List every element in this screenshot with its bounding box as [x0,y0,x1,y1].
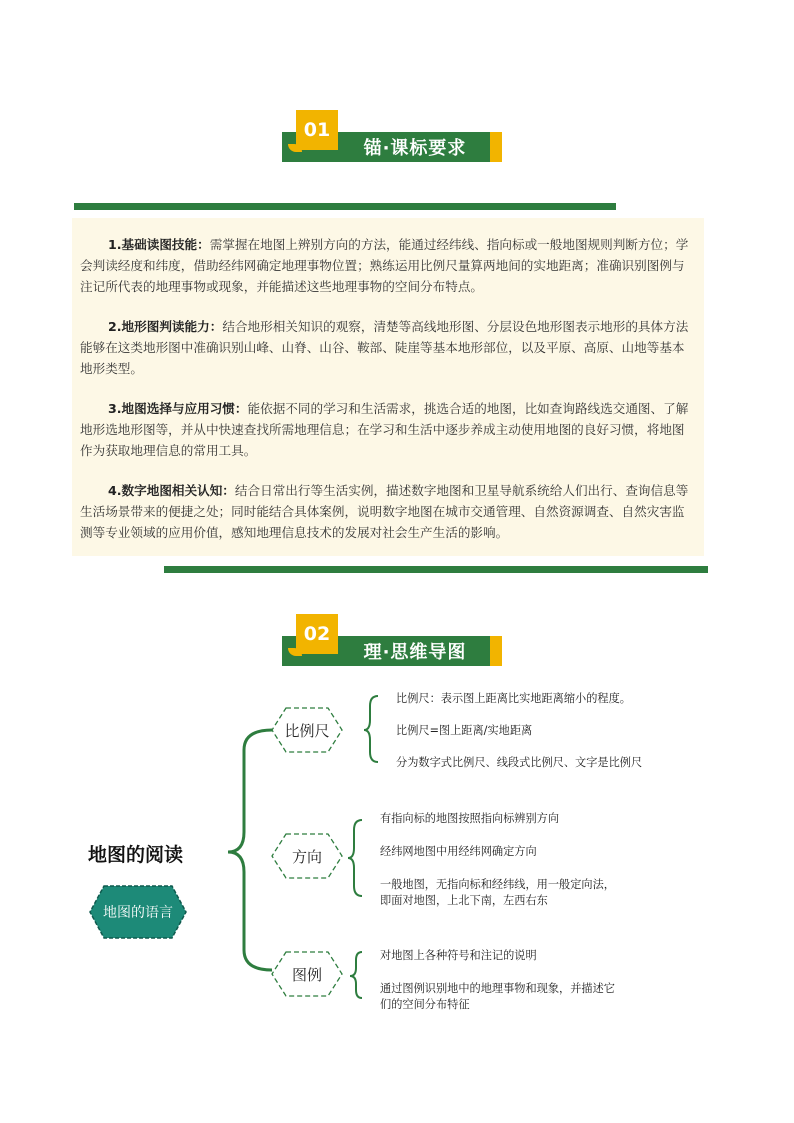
section-number: 01 [296,110,338,150]
section-number: 02 [296,614,338,654]
mindmap-sub-root [90,886,186,938]
scale-item-3: 分为数字式比例尺、线段式比例尺、文字是比例尺 [396,756,643,769]
requirement-heading: 4.数字地图相关认知： [108,483,235,498]
legend-item-2: 通过图例识别地中的地理事物和现象，并描述它 [380,982,615,995]
section-title: 理·思维导图 [363,642,467,663]
mindmap-root: 地图的阅读 [88,844,184,866]
direction-item-1: 有指向标的地图按照指向标辨别方向 [380,812,560,825]
scale-item-2: 比例尺=图上距离/实地距离 [396,724,533,737]
main-brace [228,730,272,970]
direction-item-2: 经纬网地图中用经纬网确定方向 [380,845,537,858]
section-title: 锚·课标要求 [363,138,467,159]
legend-item-3: 们的空间分布特征 [380,998,470,1011]
direction-item-3: 一般地图，无指向标和经纬线，用一般定向法， [380,878,615,891]
sub-root-label: 地图的语言 [103,905,173,921]
requirement-body: 结合地形相关知识的观察，清楚等高线地形图、分层设色地形图表示地形的具体方法 能够在这类地形图中准确识别山峰、山脊、山谷、鞍部、陡崖等基本地形部位，以及平原、高原、山地等基本地形类型。 [80,319,689,376]
branch-scale: 比例尺 [284,721,330,740]
branch-direction: 方向 [291,847,322,866]
requirement-body: 结合日常出行等生活实例，描述数字地图和卫星导航系统给人们出行、查询信息等生活场景带来的便捷之处；同时能结合具体案例，说明数字地图在城市交通管理、自然资源调查、自然灾害监测等专业领域的应用价值，感知地理信息技术的发展对社会生产生活的影响。 [80,483,689,540]
brace-direction [348,820,362,896]
scale-item-1: 比例尺：表示图上距离比实地距离缩小的程度。 [396,692,631,705]
branch-legend: 图例 [291,965,322,984]
legend-item-1: 对地图上各种符号和注记的说明 [380,949,537,962]
requirement-heading: 2.地形图判读能力： [108,319,223,334]
requirement-heading: 1.基础读图技能： [108,237,210,252]
requirement-body: 能依据不同的学习和生活需求，挑选合适的地图，比如查询路线选交通图、了解地形选地形图等，并从中快速查找所需地理信息；在学习和生活中逐步养成主动使用地图的良好习惯，将地图作为获取地理信息的常用工具。 [80,401,689,458]
brace-legend [350,952,362,998]
direction-item-4: 即面对地图，上北下南，左西右东 [380,894,548,907]
requirement-heading: 3.地图选择与应用习惯： [108,401,248,416]
requirement-body: 需掌握在地图上辨别方向的方法，能通过经纬线、指向标或一般地图规则判断方位；学会判读经度和纬度，借助经纬网确定地理事物位置；熟练运用比例尺量算两地间的实地距离；准确识别图例与注记所代表的地理事物或现象，并能描述这些地理事物的空间分布特点。 [80,237,689,294]
brace-scale [364,696,378,762]
